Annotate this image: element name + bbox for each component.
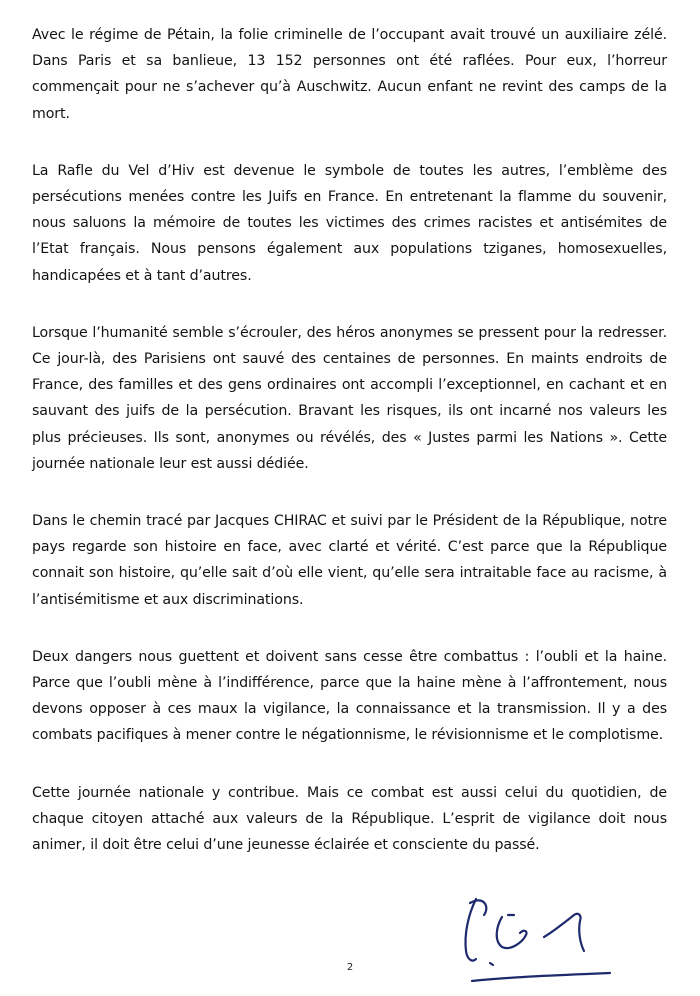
- paragraph-1: Avec le régime de Pétain, la folie criminelle de l’occupant avait trouvé un auxiliaire zélé. Dans Paris et sa banlieue, 13 152 personnes ont été raflées. Pour eux, l’horreur commençait pour ne s’achever qu’à Auschwitz. Aucun enfant ne revint des camps de la mort.: [32, 27, 667, 122]
- paragraph-6: Cette journée nationale y contribue. Mais ce combat est aussi celui du quotidien, de chaque citoyen attaché aux valeurs de la République. L’esprit de vigilance doit nous animer, il doit être celui d’une jeunesse éclairée et consciente du passé.: [32, 784, 667, 854]
- signature-stroke-5: [544, 914, 584, 951]
- document-body: [32, 22, 667, 889]
- signature-stroke-1: [465, 899, 476, 961]
- paragraph-2: La Rafle du Vel d’Hiv est devenue le symbole de toutes les autres, l’emblème des persécutions menées contre les Juifs en France. En entretenant la flamme du souvenir, nous saluons la mémoire de toutes les victimes des crimes racistes et antisémites de l’Etat français. Nous pensons également aux populations tziganes, homosexuelles, handicapées et à tant d’autres.: [32, 162, 667, 284]
- signature-underline: [472, 973, 610, 981]
- page-number: 2: [346, 962, 354, 973]
- signature-stroke-3: [497, 917, 527, 948]
- handwritten-signature: [450, 885, 620, 990]
- paragraph-3: Lorsque l’humanité semble s’écrouler, des héros anonymes se pressent pour la redresser. Ce jour-là, des Parisiens ont sauvé des centaines de personnes. En maints endroits de France, des familles et des gens ordinaires ont accompli l’exceptionnel, en cachant et en sauvant des juifs de la persécution. Bravant les risques, ils ont incarné nos valeurs les plus précieuses. Ils sont, anonymes ou révélés, des « Justes parmi les Nations ». Cette journée nationale leur est aussi dédiée.: [32, 324, 667, 472]
- paragraph-4: Dans le chemin tracé par Jacques CHIRAC et suivi par le Président de la République, notre pays regarde son histoire en face, avec clarté et vérité. C’est parce que la République connait son histoire, qu’elle sait d’où elle vient, qu’elle sera intraitable face au racisme, à l’antisémitisme et aux discriminations.: [32, 513, 667, 608]
- paragraph-5: Deux dangers nous guettent et doivent sans cesse être combattus : l’oubli et la haine. Parce que l’oubli mène à l’indifférence, parce que la haine mène à l’affrontement, nous devons opposer à ces maux la vigilance, la connaissance et la transmission. Il y a des combats pacifiques à mener contre le négationnisme, le révisionnisme et le complotisme.: [32, 648, 667, 744]
